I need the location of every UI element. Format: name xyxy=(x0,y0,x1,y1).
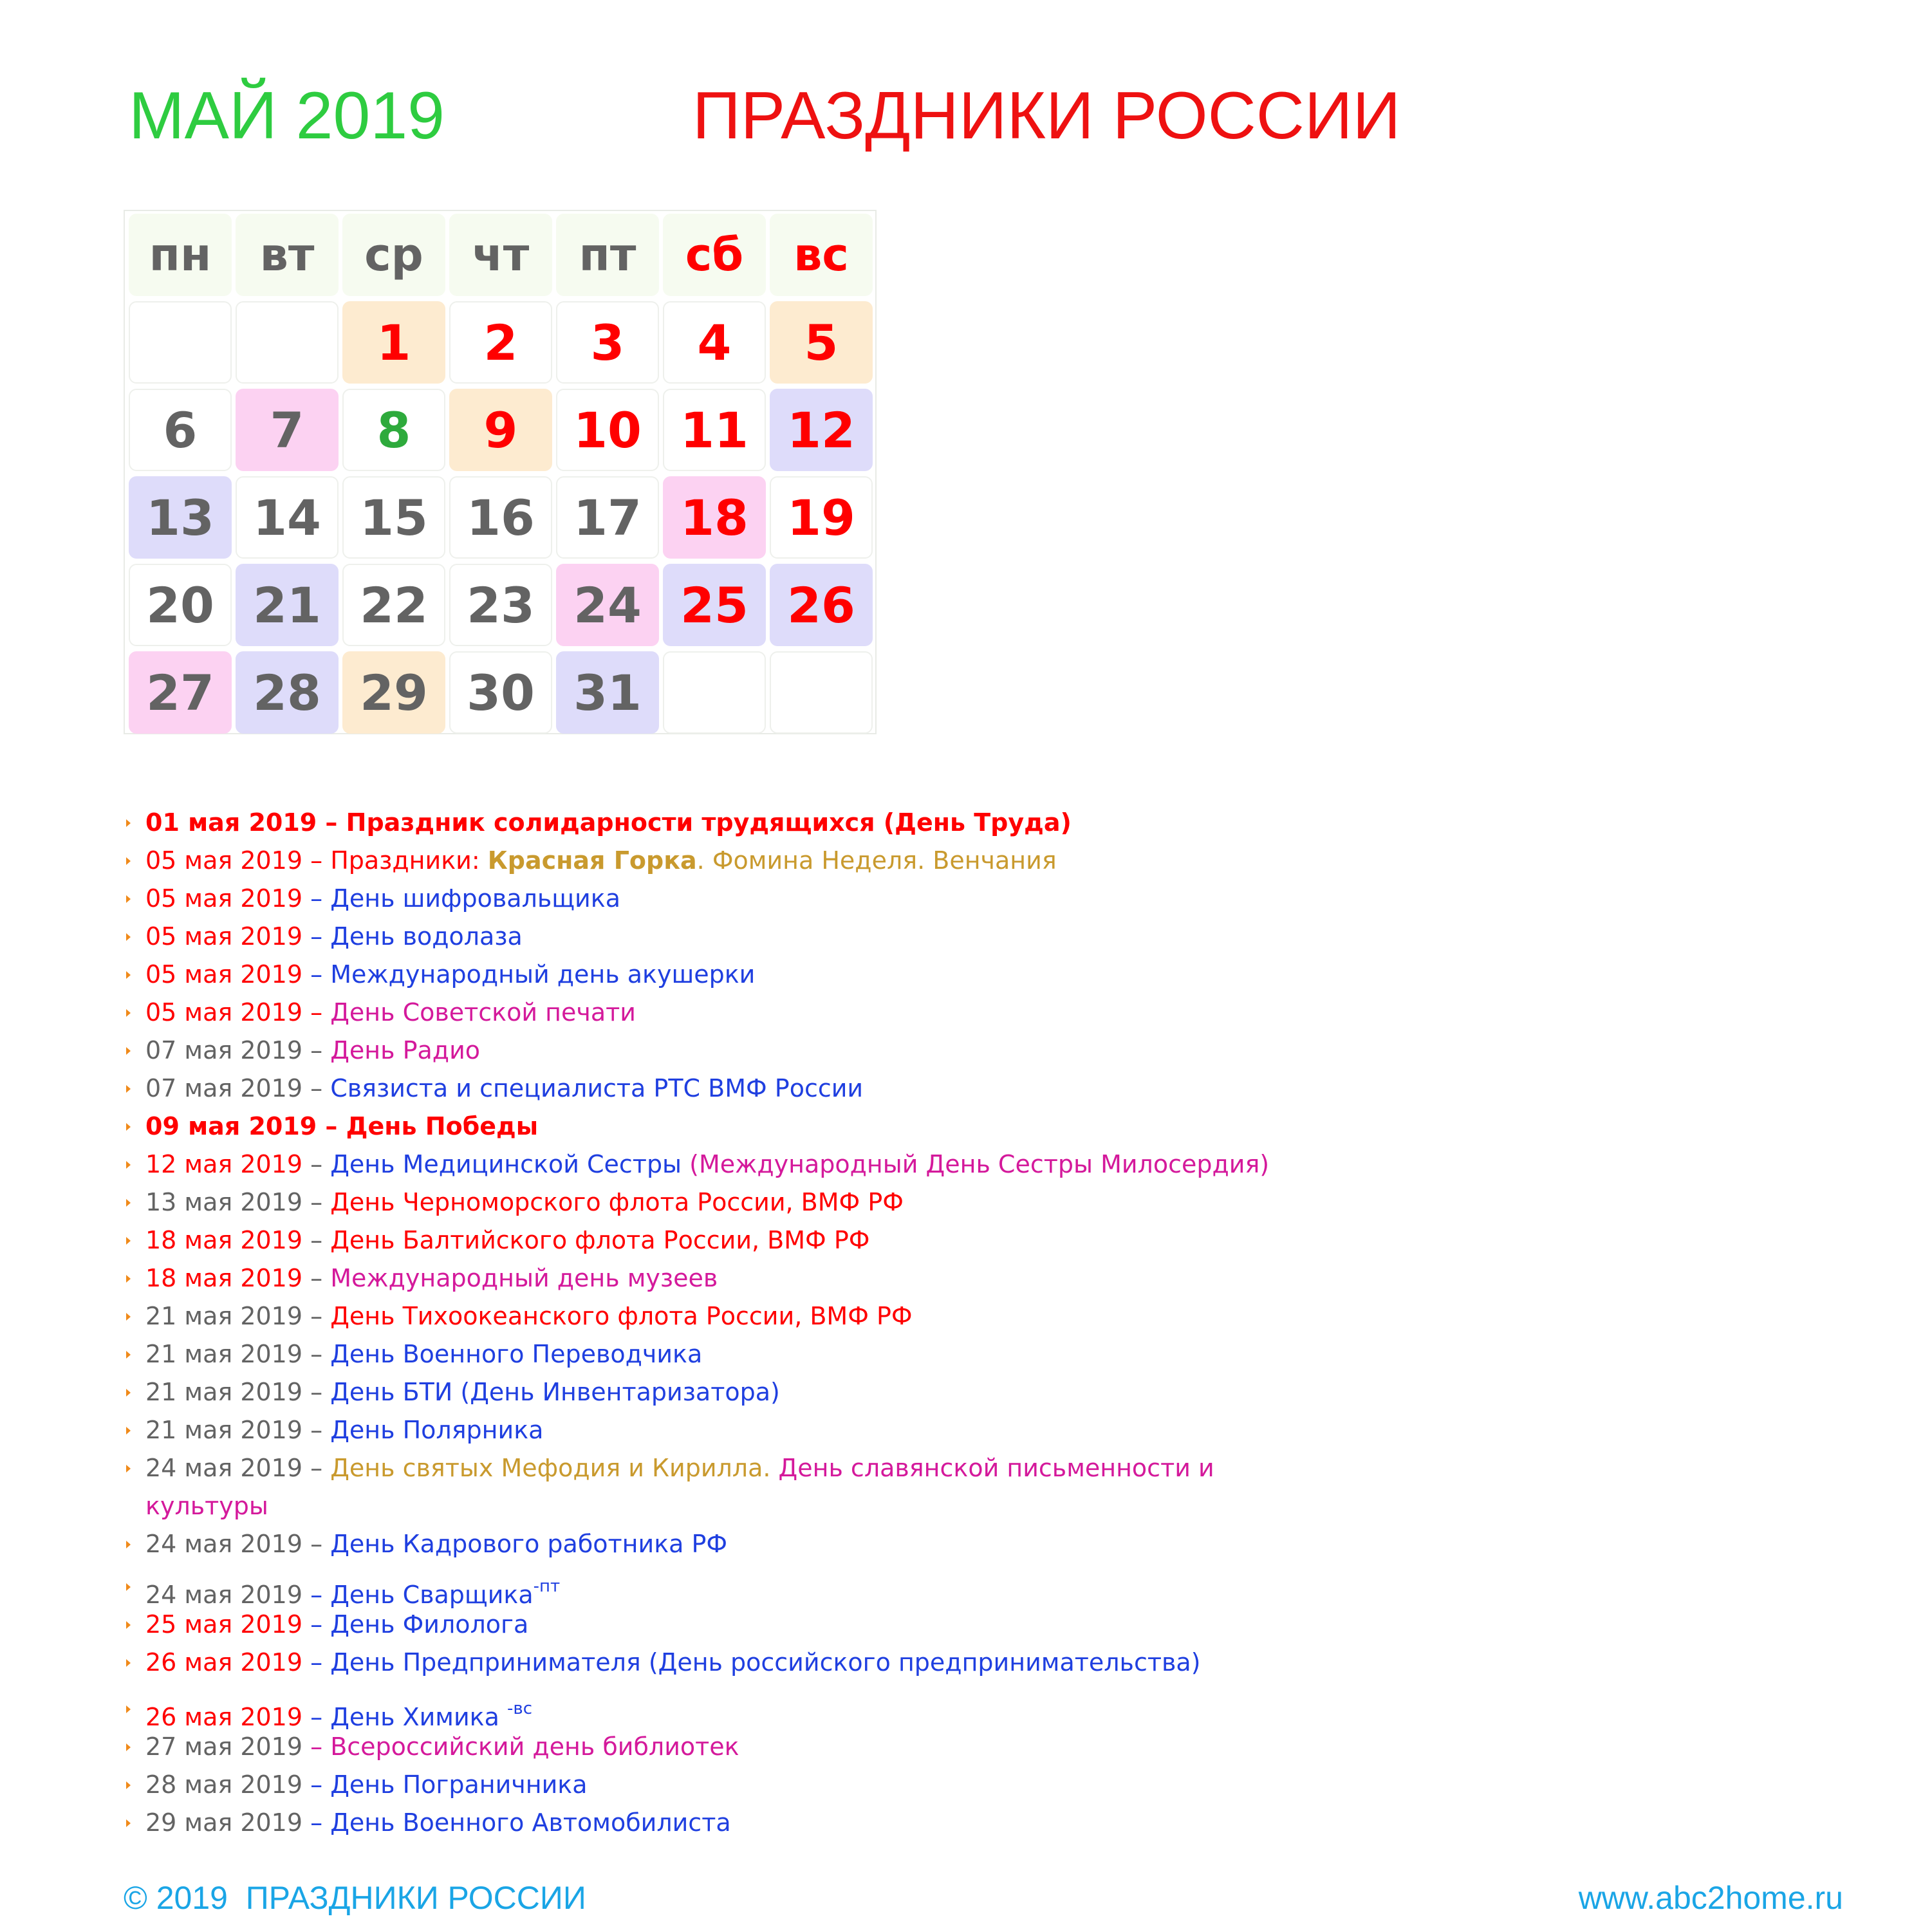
holiday-text xyxy=(145,996,636,1028)
holiday-text-part: 07 мая 2019 xyxy=(145,1036,303,1064)
bullet-icon xyxy=(126,1621,131,1629)
bullet-icon xyxy=(126,1085,131,1093)
calendar-day: 14 xyxy=(236,476,339,559)
holiday-text-part: – xyxy=(302,1416,331,1444)
holiday-text xyxy=(145,1570,560,1611)
holiday-text-part: Красная Горка xyxy=(487,846,697,875)
holiday-text xyxy=(145,1034,480,1066)
holiday-text xyxy=(145,1224,869,1256)
weekday-header: вс xyxy=(770,214,873,296)
bullet-icon xyxy=(126,1583,131,1591)
holiday-text-part: Международный день музеев xyxy=(330,1264,718,1292)
holiday-text-part: 26 мая 2019 xyxy=(145,1648,303,1677)
calendar-day: 17 xyxy=(556,476,659,559)
bullet-icon xyxy=(126,1009,131,1017)
calendar-day: 3 xyxy=(556,301,659,384)
holiday-text xyxy=(145,1528,727,1560)
holiday-text xyxy=(145,1262,718,1294)
bullet-icon xyxy=(126,1427,131,1435)
calendar-day: 13 xyxy=(129,476,232,559)
holiday-text xyxy=(145,1646,1200,1678)
page-title: ПРАЗДНИКИ РОССИИ xyxy=(692,79,1401,153)
calendar-day: 2 xyxy=(449,301,552,384)
bullet-icon xyxy=(126,895,131,903)
holiday-text xyxy=(145,920,523,952)
holiday-text-part: – xyxy=(302,1302,331,1330)
calendar-empty-cell xyxy=(129,301,232,384)
bullet-icon xyxy=(126,1781,131,1789)
holiday-text-part: 05 мая 2019 xyxy=(145,922,303,951)
bullet-icon xyxy=(126,1123,131,1131)
calendar-day: 19 xyxy=(770,476,873,559)
holiday-text-part: День святых Мефодия и Кирилла. xyxy=(330,1454,779,1482)
holiday-text xyxy=(145,1072,863,1104)
weekday-header: пн xyxy=(129,214,232,296)
holiday-text-part: 18 мая 2019 xyxy=(145,1264,303,1292)
holiday-text-part: – Всероссийский день библиотек xyxy=(302,1732,739,1761)
holiday-text xyxy=(145,1148,1269,1180)
holiday-text-part: – Международный день акушерки xyxy=(302,960,756,989)
holiday-text-part: – День Филолога xyxy=(302,1610,529,1639)
calendar-day: 28 xyxy=(236,651,339,734)
holiday-text-part: 21 мая 2019 xyxy=(145,1302,303,1330)
holiday-text-part: 05 мая 2019 xyxy=(145,960,303,989)
holiday-text-part: – День Военного Автомобилиста xyxy=(302,1808,731,1837)
month-calendar xyxy=(124,210,877,734)
calendar-day: 20 xyxy=(129,564,232,646)
holiday-text-part: – xyxy=(302,1264,331,1292)
bullet-icon xyxy=(126,1275,131,1283)
holiday-text-part: 01 мая 2019 – Праздник солидарности трудящихся (День Труда) xyxy=(145,808,1072,837)
bullet-icon xyxy=(126,1351,131,1359)
calendar-day: 25 xyxy=(663,564,766,646)
calendar-day: 9 xyxy=(449,389,552,471)
holiday-text-part: – xyxy=(302,1150,331,1178)
holiday-text-part: культуры xyxy=(145,1492,268,1520)
holiday-text-part: – Праздники: xyxy=(302,846,488,875)
calendar-day: 4 xyxy=(663,301,766,384)
holiday-text-part: – xyxy=(302,1036,331,1064)
weekday-header: чт xyxy=(449,214,552,296)
holiday-text-part: 09 мая 2019 – День Победы xyxy=(145,1112,539,1140)
holiday-text-part: День Медицинской Сестры xyxy=(330,1150,690,1178)
holiday-text xyxy=(145,1186,904,1218)
bullet-icon xyxy=(126,1465,131,1472)
weekday-header: ср xyxy=(342,214,445,296)
holiday-text xyxy=(145,1490,268,1522)
holiday-text-part: (Международный День Сестры Милосердия) xyxy=(689,1150,1270,1178)
weekday-header: вт xyxy=(236,214,339,296)
holiday-text-part: – xyxy=(302,1226,331,1254)
bullet-icon xyxy=(126,1743,131,1751)
holiday-text xyxy=(145,958,755,990)
holiday-text xyxy=(145,844,1057,877)
holiday-text xyxy=(145,1110,538,1142)
calendar-day: 23 xyxy=(449,564,552,646)
bullet-icon xyxy=(126,1199,131,1207)
calendar-day: 30 xyxy=(449,651,552,734)
bullet-icon xyxy=(126,971,131,979)
holiday-text xyxy=(145,806,1072,839)
holiday-text-part: -вс xyxy=(506,1699,532,1718)
bullet-icon xyxy=(126,933,131,941)
calendar-day: 10 xyxy=(556,389,659,471)
holiday-text xyxy=(145,1731,739,1763)
holiday-text-part: – xyxy=(302,998,331,1026)
holiday-text xyxy=(145,1452,1214,1484)
calendar-day: 21 xyxy=(236,564,339,646)
holiday-text-part: День Черноморского флота России, ВМФ РФ xyxy=(330,1188,904,1216)
holiday-text-part: – День Химика xyxy=(302,1703,507,1731)
holiday-text-part: 05 мая 2019 xyxy=(145,846,303,875)
holiday-text xyxy=(145,1376,780,1408)
holiday-text xyxy=(145,1300,913,1332)
holiday-text xyxy=(145,1338,702,1370)
holiday-text-part: 13 мая 2019 xyxy=(145,1188,303,1216)
bullet-icon xyxy=(126,1541,131,1548)
holiday-text-part: 05 мая 2019 xyxy=(145,998,303,1026)
holiday-text-part: 24 мая 2019 xyxy=(145,1454,303,1482)
holiday-text-part: – xyxy=(302,1378,331,1406)
bullet-icon xyxy=(126,1705,131,1713)
calendar-day: 11 xyxy=(663,389,766,471)
holiday-text xyxy=(145,882,620,915)
holiday-text-part: 07 мая 2019 xyxy=(145,1074,303,1102)
holiday-text-part: 24 мая 2019 xyxy=(145,1581,303,1609)
holiday-text-part: 05 мая 2019 xyxy=(145,884,303,913)
holiday-text-part: День Военного Переводчика xyxy=(330,1340,703,1368)
holiday-text-part: 27 мая 2019 xyxy=(145,1732,303,1761)
calendar-day: 15 xyxy=(342,476,445,559)
holiday-text-part: 21 мая 2019 xyxy=(145,1416,303,1444)
bullet-icon xyxy=(126,1047,131,1055)
holiday-text-part: . Фомина Неделя. Венчания xyxy=(696,846,1057,875)
calendar-day: 16 xyxy=(449,476,552,559)
bullet-icon xyxy=(126,1161,131,1169)
holiday-text xyxy=(145,1693,532,1733)
calendar-day: 18 xyxy=(663,476,766,559)
holiday-text-part: -пт xyxy=(533,1577,561,1596)
bullet-icon xyxy=(126,857,131,865)
holiday-text-part: 26 мая 2019 xyxy=(145,1703,303,1731)
calendar-day: 31 xyxy=(556,651,659,734)
holiday-text-part: Связиста и специалиста РТС ВМФ России xyxy=(330,1074,864,1102)
holiday-text-part: День Полярника xyxy=(330,1416,544,1444)
holiday-text-part: 18 мая 2019 xyxy=(145,1226,303,1254)
calendar-day: 6 xyxy=(129,389,232,471)
holiday-text-part: День Тихоокеанского флота России, ВМФ РФ xyxy=(330,1302,913,1330)
holiday-text-part: – День Предпринимателя (День российского предпринимательства) xyxy=(302,1648,1201,1677)
holiday-text xyxy=(145,1608,528,1640)
weekday-header: сб xyxy=(663,214,766,296)
calendar-empty-cell xyxy=(770,651,873,734)
calendar-day: 26 xyxy=(770,564,873,646)
bullet-icon xyxy=(126,819,131,827)
bullet-icon xyxy=(126,1313,131,1321)
calendar-day: 1 xyxy=(342,301,445,384)
holiday-text xyxy=(145,1807,731,1839)
holiday-text-part: 21 мая 2019 xyxy=(145,1340,303,1368)
calendar-day: 12 xyxy=(770,389,873,471)
holiday-text-part: – xyxy=(302,1340,331,1368)
holiday-text-part: 25 мая 2019 xyxy=(145,1610,303,1639)
calendar-day: 22 xyxy=(342,564,445,646)
holiday-text-part: – xyxy=(302,1074,331,1102)
calendar-day: 8 xyxy=(342,389,445,471)
holiday-text-part: 28 мая 2019 xyxy=(145,1770,303,1799)
bullet-icon xyxy=(126,1237,131,1245)
holiday-text-part: – xyxy=(302,1530,331,1558)
holiday-text-part: – День Пограничника xyxy=(302,1770,588,1799)
month-title: МАЙ 2019 xyxy=(129,79,445,153)
bullet-icon xyxy=(126,1659,131,1667)
holiday-text xyxy=(145,1414,543,1446)
holiday-text-part: День Балтийского флота России, ВМФ РФ xyxy=(330,1226,870,1254)
footer-copyright: © 2019 ПРАЗДНИКИ РОССИИ xyxy=(124,1880,586,1916)
holiday-text-part: – xyxy=(302,1454,331,1482)
calendar-day: 24 xyxy=(556,564,659,646)
holiday-text-part: День Радио xyxy=(330,1036,481,1064)
holiday-text-part: День БТИ (День Инвентаризатора) xyxy=(330,1378,780,1406)
bullet-icon xyxy=(126,1819,131,1827)
holiday-text-part: – День водолаза xyxy=(302,922,523,951)
holiday-text-part: – День шифровальщика xyxy=(302,884,620,913)
bullet-icon xyxy=(126,1389,131,1397)
calendar-day: 29 xyxy=(342,651,445,734)
holiday-text-part: День Кадрового работника РФ xyxy=(330,1530,728,1558)
holiday-text-part: – День Сварщика xyxy=(302,1581,534,1609)
weekday-header: пт xyxy=(556,214,659,296)
holiday-text-part: 12 мая 2019 xyxy=(145,1150,303,1178)
holiday-text xyxy=(145,1769,588,1801)
holiday-text-part: 21 мая 2019 xyxy=(145,1378,303,1406)
calendar-day: 7 xyxy=(236,389,339,471)
calendar-empty-cell xyxy=(663,651,766,734)
holiday-text-part: – xyxy=(302,1188,331,1216)
holiday-text-part: 24 мая 2019 xyxy=(145,1530,303,1558)
footer-website-link[interactable]: www.abc2home.ru xyxy=(1578,1880,1843,1916)
holiday-text-part: День Советской печати xyxy=(330,998,636,1026)
calendar-day: 5 xyxy=(770,301,873,384)
holiday-text-part: 29 мая 2019 xyxy=(145,1808,303,1837)
calendar-day: 27 xyxy=(129,651,232,734)
calendar-empty-cell xyxy=(236,301,339,384)
holiday-text-part: День славянской письменности и xyxy=(778,1454,1214,1482)
